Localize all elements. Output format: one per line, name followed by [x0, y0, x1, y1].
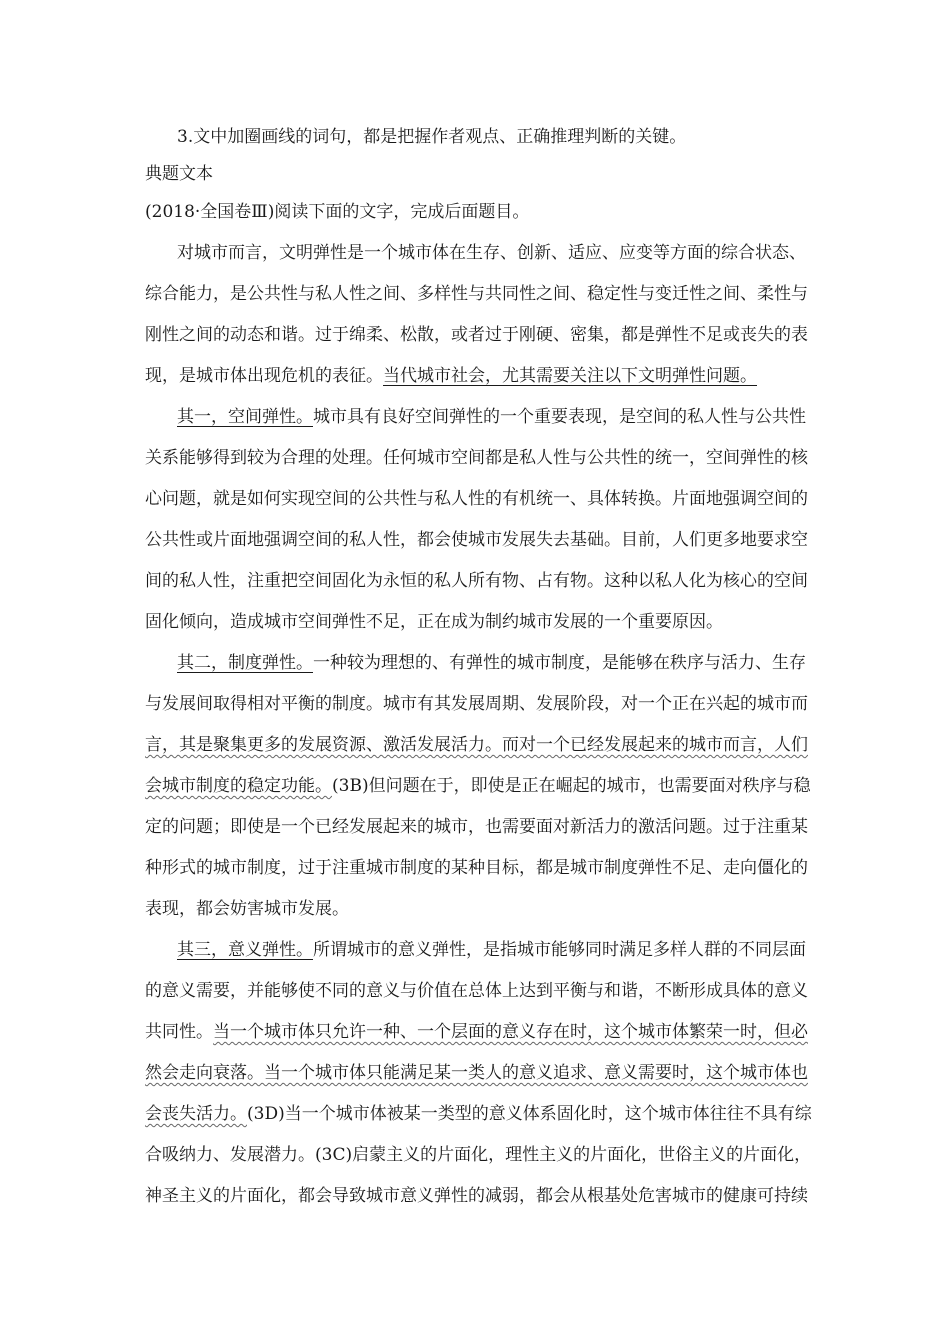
p4-text-2: 的意义需要，并能够使不同的意义与价值在总体上达到平衡与和谐，不断形成具体的意义 — [145, 981, 808, 1001]
p3-text-5: 定的问题；即使是一个已经发展起来的城市，也需要面对新活力的激活问题。过于注重某 — [145, 817, 808, 837]
p4-line-2 — [145, 980, 808, 1002]
p4-line-4 — [145, 1062, 808, 1084]
p1-text-1: 对城市而言，文明弹性是一个城市体在生存、创新、适应、应变等方面的综合状态、 — [177, 243, 806, 263]
p1-text-4: 现，是城市体出现危机的表征。 — [145, 366, 383, 386]
p4-text-1: 所谓城市的意义弹性，是指城市能够同时满足多样人群的不同层面 — [313, 940, 806, 960]
p2-line-3 — [145, 488, 808, 510]
intro-note: 3.文中加圈画线的词句，都是把握作者观点、正确推理判断的关键。 — [177, 127, 687, 147]
p1-line-4 — [145, 365, 757, 387]
p2-line-2 — [145, 447, 808, 469]
p3-wavy-3: 会城市制度的稳定功能。 — [145, 776, 332, 796]
p2-line-1 — [177, 406, 806, 428]
p3-line-3 — [145, 734, 808, 756]
p1-line-2 — [145, 283, 808, 305]
p2-text-4: 公共性或片面地强调空间的私人性，都会使城市发展失去基础。目前，人们更多地要求空 — [145, 530, 808, 550]
p2-text-6: 固化倾向，造成城市空间弹性不足，正在成为制约城市发展的一个重要原因。 — [145, 612, 723, 632]
source-line: (2018·全国卷Ⅲ)阅读下面的文字，完成后面题目。 — [145, 202, 530, 222]
p1-line-3 — [145, 324, 808, 346]
p2-text-1: 城市具有良好空间弹性的一个重要表现，是空间的私人性与公共性 — [313, 407, 806, 427]
p4-line-3 — [145, 1021, 808, 1043]
p3-line-6 — [145, 857, 808, 879]
p3-text-4: (3B)但问题在于，即使是正在崛起的城市，也需要面对秩序与稳 — [332, 776, 811, 796]
p3-line-2 — [145, 693, 808, 715]
p3-line-4 — [145, 775, 811, 797]
p1-text-2: 综合能力，是公共性与私人性之间、多样性与共同性之间、稳定性与变迁性之间、柔性与 — [145, 284, 808, 304]
p3-text-2: 与发展间取得相对平衡的制度。城市有其发展周期、发展阶段，对一个正在兴起的城市而 — [145, 694, 808, 714]
p1-line-1 — [177, 242, 805, 264]
p2-line-4 — [145, 529, 808, 551]
p3-line-1 — [177, 652, 806, 674]
p2-text-5: 间的私人性，注重把空间固化为永恒的私人所有物、占有物。这种以私人化为核心的空间 — [145, 571, 808, 591]
p3-wavy-1: 言，其是聚集更多的发展资源、激活发展活力。 — [145, 735, 502, 755]
p3-text-7: 表现，都会妨害城市发展。 — [145, 899, 349, 919]
p3-wavy-2: 而对一个已经发展起来的城市而言，人们 — [502, 735, 808, 755]
p4-text-7: 神圣主义的片面化，都会导致城市意义弹性的减弱，都会从根基处危害城市的健康可持续 — [145, 1186, 808, 1206]
p1-text-3: 刚性之间的动态和谐。过于绵柔、松散，或者过于刚硬、密集，都是弹性不足或丧失的表 — [145, 325, 808, 345]
p4-text-5: (3D)当一个城市体被某一类型的意义体系固化时，这个城市体往往不具有综 — [247, 1104, 812, 1124]
p4-heading: 其三，意义弹性。 — [177, 940, 313, 960]
p4-line-5 — [145, 1103, 812, 1125]
p2-line-5 — [145, 570, 808, 592]
p4-text-3: 共同性。 — [145, 1022, 213, 1042]
p3-line-5 — [145, 816, 808, 838]
p3-line-7 — [145, 898, 349, 920]
p3-heading: 其二，制度弹性。 — [177, 653, 313, 673]
p3-text-6: 种形式的城市制度，过于注重城市制度的某种目标，都是城市制度弹性不足、走向僵化的 — [145, 858, 808, 878]
p4-line-6 — [145, 1144, 811, 1166]
p2-heading: 其一，空间弹性。 — [177, 407, 313, 427]
p4-wavy-1: 当一个城市体只允许一种、一个层面的意义存在时，这个城市体繁荣一时，但必 — [213, 1022, 808, 1042]
p1-key-sentence: 当代城市社会，尤其需要关注以下文明弹性问题。 — [383, 366, 757, 386]
p4-wavy-3: 会丧失活力。 — [145, 1104, 247, 1124]
p4-wavy-2: 然会走向衰落。当一个城市体只能满足某一类人的意义追求、意义需要时，这个城市体也 — [145, 1063, 808, 1083]
p2-text-2: 关系能够得到较为合理的处理。任何城市空间都是私人性与公共性的统一，空间弹性的核 — [145, 448, 808, 468]
section-heading: 典题文本 — [145, 164, 213, 184]
p4-text-6a: 合吸纳力、发展潜力。 — [145, 1145, 315, 1165]
p2-line-6 — [145, 611, 723, 633]
p4-text-6b: (3C)启蒙主义的片面化，理性主义的片面化，世俗主义的片面化， — [315, 1145, 812, 1165]
p4-line-7 — [145, 1185, 808, 1207]
p3-text-1: 一种较为理想的、有弹性的城市制度，是能够在秩序与活力、生存 — [313, 653, 806, 673]
p4-line-1 — [177, 939, 806, 961]
p2-text-3: 心问题，就是如何实现空间的公共性与私人性的有机统一、具体转换。片面地强调空间的 — [145, 489, 808, 509]
